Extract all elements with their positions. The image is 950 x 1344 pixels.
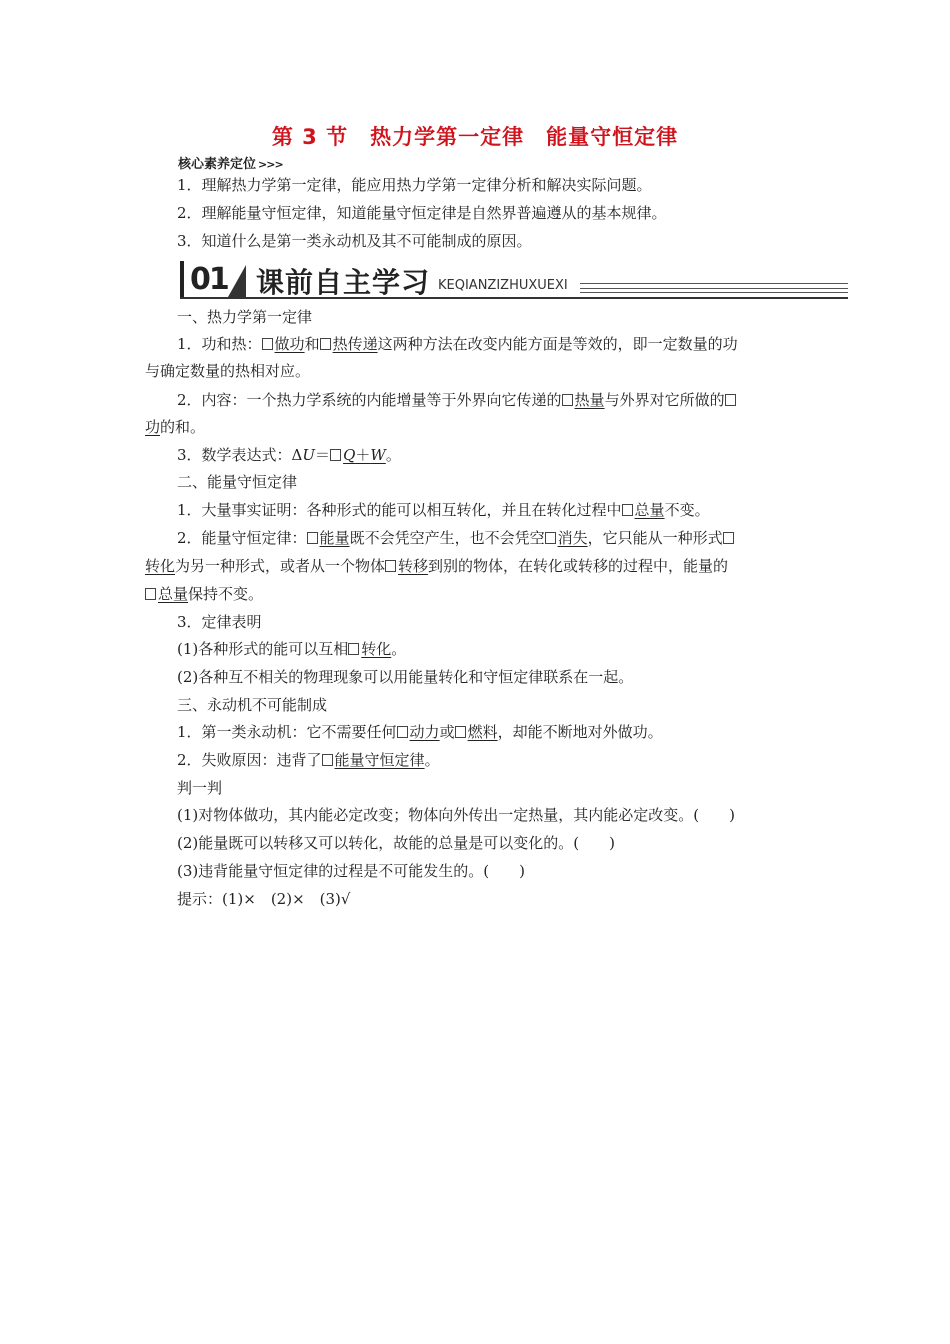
blank-box-icon: [307, 532, 318, 544]
blank-answer: 消失: [545, 529, 588, 547]
section-banner: [180, 261, 848, 301]
banner-baseline: [180, 297, 848, 299]
section-2-heading: 二、能量守恒定律: [177, 473, 298, 491]
blank-answer: Q＋W: [330, 446, 386, 464]
judge-heading: 判一判: [177, 779, 223, 797]
blank-answer: 热量: [562, 391, 605, 409]
blank-box-icon: [320, 338, 331, 350]
s1-formula: 3．数学表达式：ΔU＝ Q＋W。: [177, 446, 401, 464]
blank-answer-cont: 功: [145, 418, 161, 436]
s2-paragraph-2-end: 总量保持不变。: [145, 584, 810, 604]
banner-slash-icon: [228, 265, 246, 297]
s1-paragraph-1-cont: 与确定数量的热相对应。: [145, 362, 311, 380]
triple-chevron-icon: >>>: [258, 158, 283, 171]
blank-answer: 做功: [262, 335, 305, 353]
blank-box-icon: [723, 532, 734, 544]
blank-box-icon: [397, 726, 408, 738]
blank-answer: 燃料: [455, 723, 498, 741]
s2-law-item-1: (1)各种形式的能可以互相 转化。: [177, 640, 407, 658]
banner-left-bar: [180, 261, 184, 299]
judge-item-2: (2)能量既可以转移又可以转化，故能的总量是可以变化的。( ): [177, 834, 615, 852]
s1-paragraph-2: 2．内容：一个热力学系统的内能增量等于外界向它传递的 热量与外界对它所做的: [145, 390, 810, 410]
page-title: 第 3 节 热力学第一定律 能量守恒定律: [271, 125, 679, 149]
core-item-1: 1．理解热力学第一定律，能应用热力学第一定律分析和解决实际问题。: [177, 176, 652, 194]
core-literacy-label: [178, 153, 283, 172]
blank-answer: 能量守恒定律: [322, 751, 425, 769]
blank-answer: 动力: [397, 723, 440, 741]
s1-paragraph-1: 1．功和热： 做功和 热传递这两种方法在改变内能方面是等效的，即一定数量的功: [177, 335, 738, 353]
blank-box-icon: [322, 754, 333, 766]
blank-box-icon: [262, 338, 273, 350]
core-item-2: 2．理解能量守恒定律，知道能量守恒定律是自然界普遍遵从的基本规律。: [177, 204, 667, 222]
s3-paragraph-1: 1．第一类永动机：它不需要任何 动力或 燃料，却能不断地对外做功。: [177, 723, 663, 741]
blank-answer: 热传递: [320, 335, 378, 353]
banner-pinyin: KEQIANZIZHUXUEXI: [438, 278, 568, 293]
s1-paragraph-2-cont: 功的和。: [145, 418, 206, 436]
blank-answer: 总量: [145, 585, 188, 603]
blank-box-icon: [725, 394, 736, 406]
s2-law-heading: 3．定律表明: [177, 613, 262, 631]
blank-answer: 转移: [385, 557, 428, 575]
blank-box-icon: [348, 643, 359, 655]
s2-paragraph-2-cont: 转化为另一种形式，或者从一个物体 转移到别的物体，在转化或转移的过程中，能量的: [145, 557, 729, 575]
s2-paragraph-1: 1．大量事实证明：各种形式的能可以相互转化，并且在转化过程中 总量不变。: [177, 501, 710, 519]
blank-box-icon: [455, 726, 466, 738]
judge-item-3: (3)违背能量守恒定律的过程是不可能发生的。( ): [177, 862, 525, 880]
blank-box-icon: [545, 532, 556, 544]
blank-box-icon: [385, 560, 396, 572]
s3-paragraph-2: 2．失败原因：违背了 能量守恒定律。: [177, 751, 440, 769]
blank-answer: [723, 529, 736, 547]
s2-law-item-2: (2)各种互不相关的物理现象可以用能量转化和守恒定律联系在一起。: [177, 668, 634, 686]
blank-answer: [725, 391, 738, 409]
banner-number: 01: [190, 262, 228, 297]
blank-box-icon: [330, 449, 341, 461]
core-item-3: 3．知道什么是第一类永动机及其不可能制成的原因。: [177, 232, 532, 250]
section-3-heading: 三、永动机不可能制成: [177, 696, 328, 714]
s2-paragraph-2: 2．能量守恒定律： 能量既不会凭空产生，也不会凭空 消失，它只能从一种形式: [145, 528, 810, 548]
banner-title: 课前自主学习: [256, 266, 431, 299]
blank-box-icon: [562, 394, 573, 406]
blank-answer: 转化: [348, 640, 391, 658]
judge-hint: 提示：(1)× (2)× (3)√: [177, 890, 351, 908]
section-1-heading: 一、热力学第一定律: [177, 308, 313, 326]
blank-answer: 能量: [307, 529, 350, 547]
blank-answer: 总量: [622, 501, 665, 519]
core-literacy-text: 核心素养定位: [178, 157, 257, 172]
blank-box-icon: [622, 504, 633, 516]
judge-item-1: (1)对物体做功，其内能必定改变；物体向外传出一定热量，其内能必定改变。( ): [177, 806, 735, 824]
blank-box-icon: [145, 588, 156, 600]
